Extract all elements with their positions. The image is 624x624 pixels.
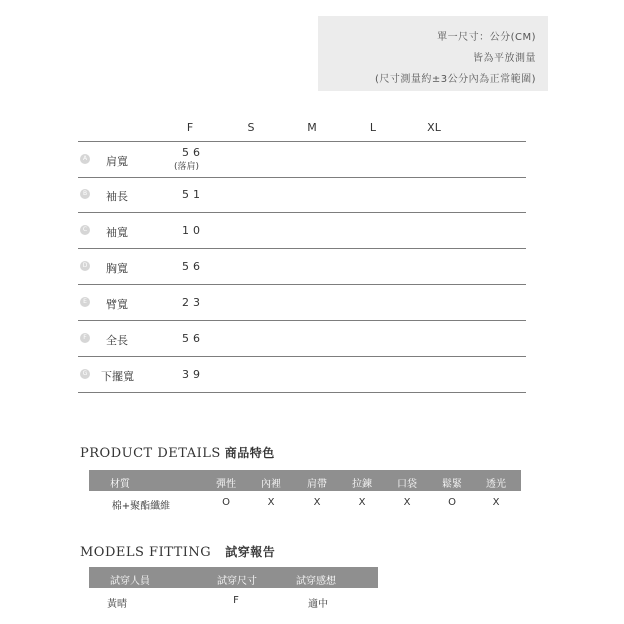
models-fitting-title-en: MODELS FITTING [80,545,212,560]
size-row-length [78,321,526,357]
row-value: 56 [182,146,204,159]
note-unit: 單一尺寸：公分(CM) [437,32,536,43]
models-fitting-title-zh: 試穿報告 [225,545,276,559]
size-col-m: M [307,121,317,134]
models-fitting-header [89,567,378,588]
row-sub-note: (落肩) [174,162,200,172]
header-model: 試穿人員 [110,576,150,587]
value-lining: X [267,497,275,508]
row-value: 51 [182,188,204,201]
badge-c: C [80,225,90,235]
row-label: 袖長 [106,190,128,203]
value-transparency: X [492,497,500,508]
row-value: 56 [182,332,204,345]
header-transparency: 透光 [486,479,506,490]
header-pocket: 口袋 [397,479,417,490]
row-label: 胸寬 [106,262,128,275]
header-material: 材質 [110,479,130,490]
size-row-arm [78,285,526,321]
header-fit-size: 試穿尺寸 [217,576,257,587]
header-stretch: 鬆緊 [442,479,462,490]
row-label: 臂寬 [106,298,128,311]
header-strap: 肩帶 [307,479,327,490]
header-elastic: 彈性 [216,479,236,490]
value-pocket: X [403,497,411,508]
value-zipper: X [358,497,366,508]
note-tolerance: (尺寸測量約±3公分內為正常範圍) [374,74,536,85]
models-fitting-title [80,543,275,560]
badge-g: G [80,369,90,379]
value-strap: X [313,497,321,508]
header-lining: 內裡 [261,479,281,490]
size-col-f: F [186,121,194,134]
badge-f: F [80,333,90,343]
note-flat-measure: 皆為平放測量 [473,53,536,64]
row-label: 下擺寬 [101,370,134,383]
badge-b: B [80,189,90,199]
product-details-title-zh: 商品特色 [224,446,275,460]
badge-e: E [80,297,90,307]
row-value: 23 [182,296,204,309]
value-model: 黃晴 [107,599,127,610]
row-value: 10 [182,224,204,237]
badge-a: A [80,154,90,164]
value-fit-feeling: 適中 [308,599,328,610]
product-details-title-en: PRODUCT DETAILS [80,446,221,461]
value-elastic: O [222,497,230,508]
size-row-shoulder [78,141,526,178]
size-row-hem [78,357,526,393]
measurement-note [318,16,548,91]
size-col-l: L [369,121,377,134]
size-col-s: S [247,121,255,134]
row-value: 56 [182,260,204,273]
row-value: 39 [182,368,204,381]
row-label: 肩寬 [106,155,128,168]
value-fit-size: F [233,595,239,606]
header-fit-feeling: 試穿感想 [296,576,336,587]
product-details-title [80,444,275,461]
size-row-chest [78,249,526,285]
header-zipper: 拉鍊 [352,479,372,490]
row-label: 全長 [106,334,128,347]
size-col-xl: XL [427,121,441,134]
size-row-sleeve-width [78,213,526,249]
badge-d: D [80,261,90,271]
row-label: 袖寬 [106,226,128,239]
value-material: 棉+聚酯纖維 [111,501,171,512]
product-details-header [89,470,521,491]
size-row-sleeve-length [78,177,526,213]
value-stretch: O [448,497,456,508]
